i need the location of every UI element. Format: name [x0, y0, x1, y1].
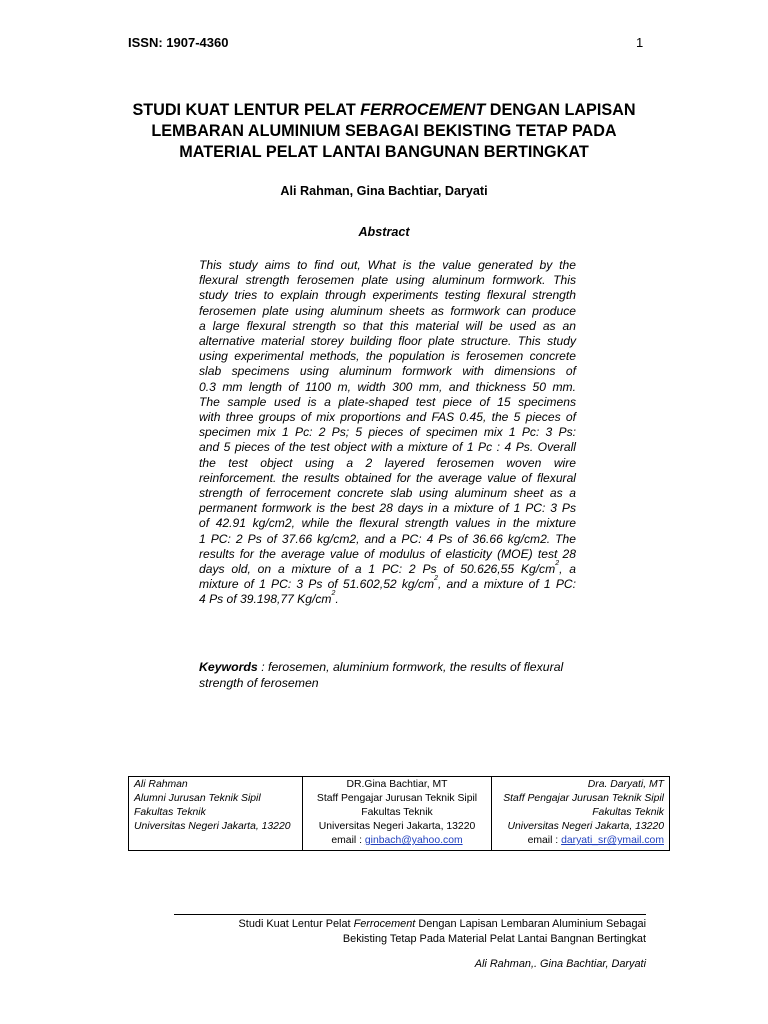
footer-authors: Ali Rahman,. Gina Bachtiar, Daryati — [474, 958, 646, 970]
abstract-line: The sample used is a plate-shaped test piece of 15 specimens — [199, 394, 576, 409]
abstract-line: study tries to explain through experiments testing flexural strength — [199, 288, 576, 303]
abstract-line: a large flexural strength so that this material will be used as an — [199, 318, 576, 333]
footer-line-1 — [174, 917, 646, 932]
superscript: 2 — [331, 590, 336, 598]
keywords-text: : ferosemen, aluminium formwork, the results of flexural — [257, 660, 564, 674]
email-link[interactable]: ginbach@yahoo.com — [364, 835, 463, 846]
abstract-line — [199, 562, 576, 577]
running-footer — [174, 917, 646, 946]
abstract-line: specimen mix 1 Pc: 2 Ps; 5 pieces of specimen mix 1 Pc: 3 Ps: — [199, 425, 576, 440]
title-line-3: MATERIAL PELAT LANTAI BANGUNAN BERTINGKAT — [179, 143, 589, 161]
abstract-line: strength of ferrocement concrete slab using aluminum sheet as a — [199, 486, 576, 501]
superscript: 2 — [434, 575, 438, 583]
abstract-line — [199, 592, 576, 607]
author-dept: Alumni Jurusan Teknik Sipil — [134, 793, 261, 804]
author-list: Ali Rahman, Gina Bachtiar, Daryati — [280, 184, 488, 198]
abstract-line — [199, 577, 576, 592]
abstract-body — [199, 258, 576, 608]
footer-line-2: Bekisting Tetap Pada Material Pelat Lantai Bangnan Bertingkat — [342, 932, 646, 945]
author-email-row — [308, 834, 486, 848]
abstract-line: flexural strength ferosemen plate using aluminum formwork. This — [199, 273, 576, 288]
footer-text: Dengan Lapisan Lembaran Aluminium Sebagai — [415, 918, 646, 930]
email-link[interactable]: daryati_sr@ymail.com — [561, 835, 664, 846]
abstract-heading: Abstract — [358, 225, 410, 239]
author-email-row — [497, 834, 664, 848]
author-name: DR.Gina Bachtiar, MT — [346, 779, 448, 790]
keywords-line — [199, 660, 576, 676]
affiliation-row — [129, 777, 670, 851]
author-faculty: Fakultas Teknik — [134, 807, 206, 818]
title-line-2: LEMBARAN ALUMINIUM SEBAGAI BEKISTING TETAP PADA — [151, 122, 617, 140]
abstract-text: days old, on a mixture of a 1 PC: 2 Ps of 50.626,55 Kg/cm — [199, 562, 556, 577]
author-dept: Staff Pengajar Jurusan Teknik Sipil — [503, 793, 664, 804]
abstract-text: mixture of 1 PC: 3 Ps of 51.602,52 kg/cm — [199, 577, 435, 592]
affiliation-author-1 — [129, 777, 303, 851]
abstract-text: , a — [559, 562, 576, 577]
abstract-line: permanent formwork is the best 28 days in a mixture of 1 PC: 3 Ps — [199, 501, 576, 516]
author-name: Dra. Daryati, MT — [587, 779, 664, 790]
email-label: email : — [331, 835, 365, 846]
paper-title — [110, 100, 658, 163]
superscript: 2 — [555, 560, 560, 568]
abstract-text: . — [335, 592, 339, 607]
footer-ferrocement-term: Ferrocement — [353, 918, 416, 930]
footer-text: Studi Kuat Lentur Pelat — [238, 918, 354, 930]
author-university: Universitas Negeri Jakarta, 13220 — [134, 821, 291, 832]
abstract-line: using experimental methods, the population is ferosemen concrete — [199, 349, 576, 364]
affiliation-author-2 — [303, 777, 492, 851]
title-line-1 — [110, 100, 658, 121]
author-faculty: Fakultas Teknik — [361, 807, 433, 818]
issn-label: ISSN: 1907-4360 — [128, 35, 229, 50]
abstract-line: the test object using a 2 layered ferosemen woven wire — [199, 455, 576, 470]
email-label: email : — [527, 835, 562, 846]
page-number: 1 — [636, 35, 644, 50]
abstract-text: , and a mixture of 1 PC: — [438, 577, 576, 592]
title-line-1-end: DENGAN LAPISAN — [485, 101, 636, 119]
title-ferrocement-term: FERROCEMENT — [360, 101, 486, 119]
abstract-line: reinforcement. the results obtained for the average value of flexural — [199, 470, 576, 485]
abstract-line: and 5 pieces of the test object with a mixture of 1 Pc : 4 Ps. Overall — [199, 440, 576, 455]
abstract-line: ferosemen plate using aluminum sheets as formwork can produce — [199, 303, 576, 318]
abstract-line: results for the average value of modulus of elasticity (MOE) test 28 — [199, 546, 576, 561]
keywords-line: strength of ferosemen — [199, 675, 319, 690]
footer-divider — [174, 914, 646, 915]
author-name: Ali Rahman — [134, 779, 188, 790]
abstract-line: 1 PC: 2 Ps of 37.66 kg/cm2, and a PC: 4 Ps of 36.66 kg/cm2. The — [199, 531, 576, 546]
abstract-line: of 42.91 kg/cm2, while the flexural strength values in the mixture — [199, 516, 576, 531]
abstract-line: with three groups of mix proportions and FAS 0.45, the 5 pieces of — [199, 410, 576, 425]
keywords-label: Keywords — [199, 660, 258, 674]
author-dept: Staff Pengajar Jurusan Teknik Sipil — [316, 793, 478, 804]
title-line-1-start: STUDI KUAT LENTUR PELAT — [132, 101, 361, 119]
abstract-line: This study aims to find out, What is the value generated by the — [199, 258, 576, 272]
author-university: Universitas Negeri Jakarta, 13220 — [507, 821, 664, 832]
author-faculty: Fakultas Teknik — [592, 807, 664, 818]
keywords — [199, 660, 576, 691]
affiliation-table — [128, 776, 670, 851]
abstract-text: 4 Ps of 39.198,77 Kg/cm — [199, 592, 332, 607]
abstract-line: 0.3 mm length of 1100 m, width 300 mm, and thickness 50 mm. — [199, 379, 576, 394]
abstract-line: alternative material storey building floor plate structure. This study — [199, 334, 576, 349]
affiliation-author-3 — [492, 777, 670, 851]
abstract-line: slab specimens using aluminum formwork with dimensions of — [199, 364, 576, 379]
author-university: Universitas Negeri Jakarta, 13220 — [318, 821, 476, 832]
